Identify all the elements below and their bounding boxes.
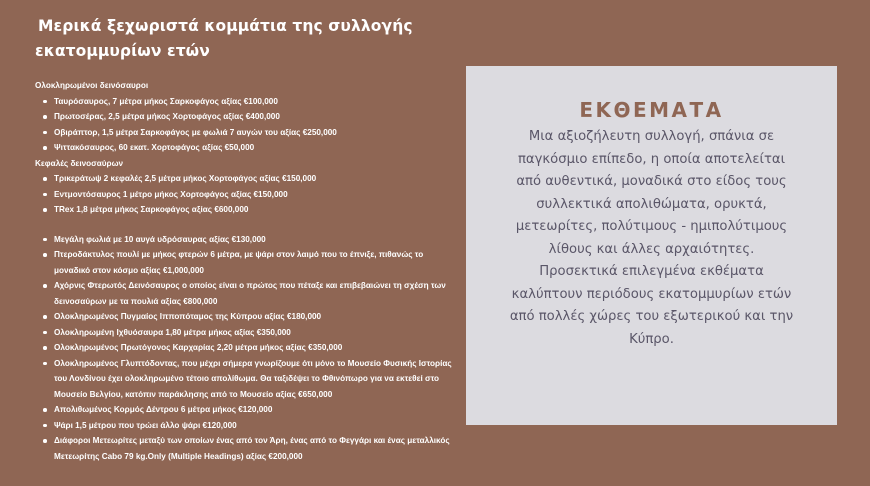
list-item: Εντμοντόσαυρος 1 μέτρο μήκος Χορτοφάγος αξίας €150,000 xyxy=(54,187,455,203)
list-item: Ολοκληρωμένη Ιχθυόσαυρα 1,80 μέτρα μήκος αξίας €350,000 xyxy=(54,325,455,341)
list-item: Απολιθωμένος Κορμός Δέντρου 6 μέτρα μήκος €120,000 xyxy=(54,402,455,418)
section-heading-complete-dinosaurs: Ολοκληρωμένοι δεινόσαυροι xyxy=(35,81,149,90)
complete-dinosaurs-list xyxy=(35,94,455,156)
list-item: Οβιράπτορ, 1,5 μέτρα Σαρκοφάγος με φωλιά 7 αυγών του αξίας €250,000 xyxy=(54,125,455,141)
card-text-line: μετεωρίτες, πολύτιμους - ημιπολύτιμους xyxy=(515,219,788,234)
card-text-line: Προσεκτικά επιλεγμένα εκθέματα xyxy=(539,264,764,279)
list-item: Αχόρνις Φτερωτός Δεινόσαυρος ο οποίος είναι ο πρώτος που πέταξε και επιβεβαιώνει τη σχέση των δεινοσαύρων με τα πουλιά αξίας €800,000 xyxy=(54,278,455,309)
card-text-line: Μια αξιοζήλευτη συλλογή, σπάνια σε xyxy=(528,129,775,144)
list-item: Ολοκληρωμένος Πυγμαίος Ιπποπόταμος της Κύπρου αξίας €180,000 xyxy=(54,309,455,325)
card-text-line: λίθους και άλλες αρχαιότητες. xyxy=(548,241,755,257)
exhibits-card xyxy=(466,66,837,425)
card-text-line: παγκόσμιο επίπεδο, η οποία αποτελείται xyxy=(517,151,786,167)
collection-highlights xyxy=(35,14,455,464)
page-title-line-1: Μερικά ξεχωριστά κομμάτια της συλλογής xyxy=(38,17,413,35)
list-item: TRex 1,8 μέτρα μήκος Σαρκοφάγος αξίας €600,000 xyxy=(54,202,455,218)
dinosaur-heads-list xyxy=(35,171,455,218)
page-title-line-2: εκατομμυρίων ετών xyxy=(35,42,210,60)
list-item: Ταυρόσαυρος, 7 μέτρα μήκος Σαρκοφάγος αξίας €100,000 xyxy=(54,94,455,110)
card-description xyxy=(494,126,809,351)
card-text-line: από αυθεντικά, μοναδικά στο είδος τους xyxy=(516,174,787,189)
list-item: Ψιττακόσαυρος, 60 εκατ. Χορτοφάγος αξίας €50,000 xyxy=(54,140,455,156)
spacer xyxy=(35,218,455,232)
card-title: ΕΚΘΕΜΑΤΑ xyxy=(579,98,724,122)
card-text-line: Κύπρο. xyxy=(629,331,674,347)
card-text-line: καλύπτουν περιόδους εκατομμυρίων ετών xyxy=(511,286,792,302)
card-text-line: από πολλές χώρες του εξωτερικού και την xyxy=(509,309,794,324)
list-item: Διάφοροι Μετεωρίτες μεταξύ των οποίων ένας από τον Άρη, ένας από το Φεγγάρι και ένας μεταλλικός Μετεωρίτης Cabo 79 kg.Only (Multiple Headings) αξίας €200,000 xyxy=(54,433,455,464)
page-title xyxy=(35,14,455,64)
section-heading-dinosaur-heads: Κεφαλές δεινοσαύρων xyxy=(35,158,124,168)
list-item: Πτεροδάκτυλος πουλί με μήκος φτερών 6 μέτρα, με ψάρι στον λαιμό που το έπνιξε, πιθανώς το μοναδικό στον κόσμο αξίας €1,000,000 xyxy=(54,247,455,278)
card-text-line: συλλεκτικά απολιθώματα, ορυκτά, xyxy=(536,196,767,212)
list-item: Πρωτοσέρας, 2,5 μέτρα μήκος Χορτοφάγος αξίας €400,000 xyxy=(54,109,455,125)
list-item: Ολοκληρωμένος Γλυπτόδοντας, που μέχρι σήμερα γνωρίζουμε ότι μόνο το Μουσείο Φυσικής Ιστορίας του Λονδίνου έχει ολοκληρωμένο τέτοιο απολίθωμα. Θα ταξιδέψει το Φθινόπωρο για να εκτεθεί στο Μουσείο Βελγίου, κατόπιν παράκλησης από το Μουσείο αξίας €650,000 xyxy=(54,356,455,403)
other-exhibits-list xyxy=(35,232,455,465)
list-item: Μεγάλη φωλιά με 10 αυγά υδρόσαυρας αξίας €130,000 xyxy=(54,232,455,248)
list-item: Ολοκληρωμένος Πρωτόγονος Καρχαρίας 2,20 μέτρα μήκος αξίας €350,000 xyxy=(54,340,455,356)
list-item: Ψάρι 1,5 μέτρου που τρώει άλλο ψάρι €120,000 xyxy=(54,418,455,434)
list-item: Τρικεράτωψ 2 κεφαλές 2,5 μέτρα μήκος Χορτοφάγος αξίας €150,000 xyxy=(54,171,455,187)
exhibit-list xyxy=(35,78,455,464)
